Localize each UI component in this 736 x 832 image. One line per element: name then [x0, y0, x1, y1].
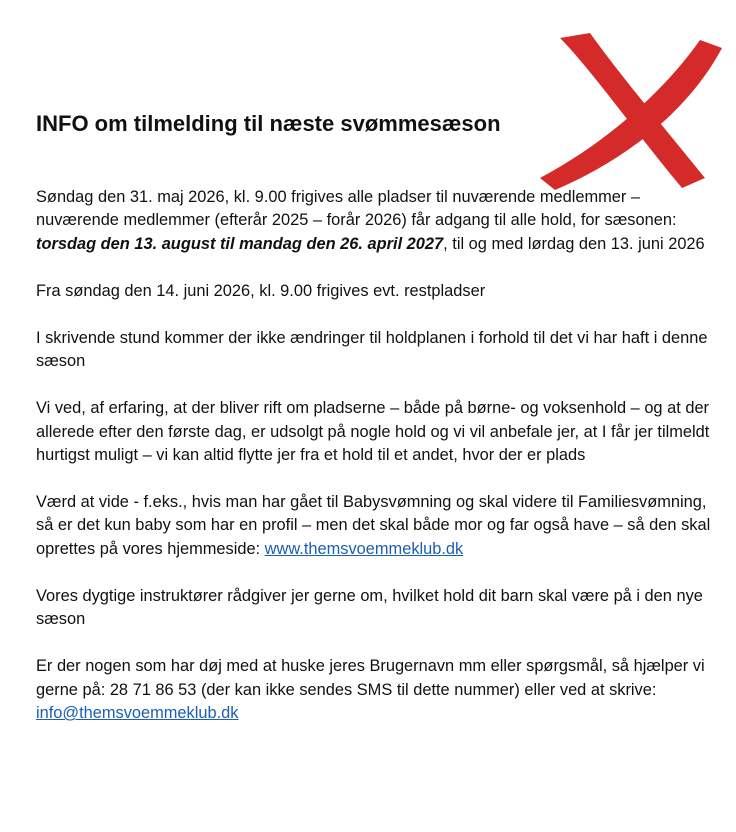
website-link[interactable]: www.themsvoemmeklub.dk — [264, 539, 464, 558]
paragraph-text: Er der nogen som har døj med at huske jeres Brugernavn mm eller spørgsmål, så hjælper vi gerne på: 28 71 86 53 (der kan ikke sendes SMS til dette nummer) eller ved at skrive: — [36, 657, 705, 699]
paragraph-text: , til og med lørdag den 13. juni 2026 — [443, 234, 705, 253]
season-dates-emphasis: torsdag den 13. august til mandag den 26. april 2027 — [36, 234, 444, 253]
paragraph-season-release — [36, 186, 716, 256]
email-link[interactable]: info@themsvoemmeklub.dk — [36, 704, 239, 723]
paragraph-text: Værd at vide - f.eks., hvis man har gået til Babysvømning og skal videre til Familiesvømning, så er det kun baby som har en profil – men det skal både mor og far også have – så den skal oprettes på vores hjemmeside: — [36, 493, 711, 558]
paragraph-schedule-changes: I skrivende stund kommer der ikke ændringer til holdplanen i forhold til det vi har haft i denne sæson — [36, 328, 708, 371]
paragraph-contact — [36, 655, 716, 725]
paragraph-text: Søndag den 31. maj 2026, kl. 9.00 frigives alle pladser til nuværende medlemmer – nuværende medlemmer (efterår 2025 – forår 2026) får adgang til alle hold, for sæsonen: — [36, 188, 677, 230]
document-body — [36, 186, 716, 749]
document-title: INFO om tilmelding til næste svømmesæson — [36, 111, 501, 136]
red-x-icon — [520, 28, 730, 193]
paragraph-instructors: Vores dygtige instruktører rådgiver jer gerne om, hvilket hold dit barn skal være på i den nye sæson — [36, 586, 703, 629]
paragraph-rest-spots: Fra søndag den 14. juni 2026, kl. 9.00 frigives evt. restpladser — [36, 281, 486, 300]
paragraph-demand: Vi ved, af erfaring, at der bliver rift om pladserne – både på børne- og voksenhold – og at der allerede efter den første dag, er udsolgt på nogle hold og vi vil anbefale jer, at I får jer tilmeldt hurtigst muligt – vi kan altid flytte jer fra et hold til et andet, hvor der er plads — [36, 399, 710, 465]
paragraph-profile-info — [36, 491, 716, 561]
